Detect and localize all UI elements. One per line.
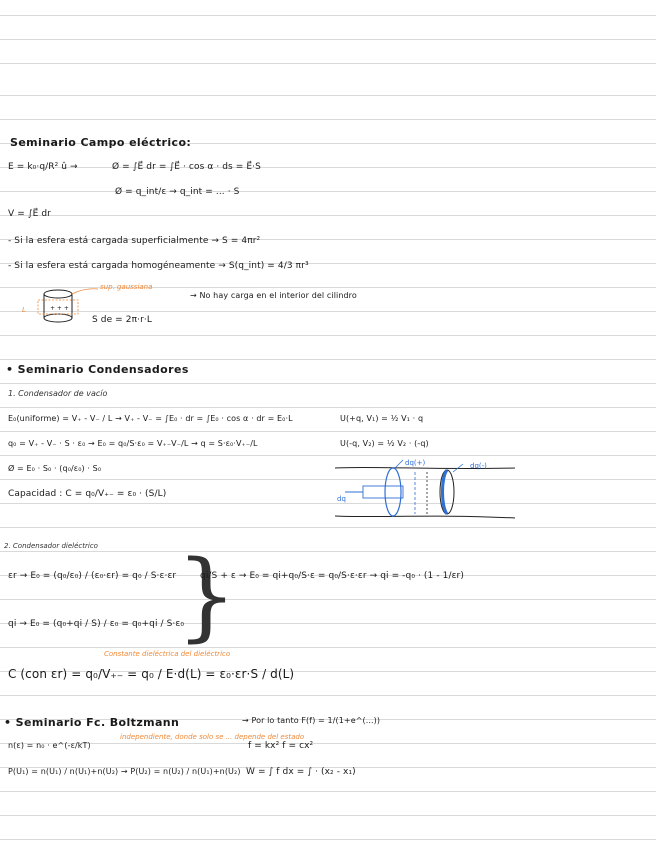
w-line: W = ∫ f dx = ∫ · (x₂ - x₁) [246,767,356,777]
campo-line-5: - Si la esfera está cargada homogéneamente → S(q_int) = 4/3 πr³ [8,261,309,271]
boltzmann-right-title: → Por lo tanto F(f) = 1/(1+e^(...)) [242,716,381,725]
campo-line-1a: E = k₀·q/R² û → [8,162,78,172]
sub-condensador-dielectrico: 2. Condensador dieléctrico [4,542,98,550]
no-carga-note: → No hay carga en el interior del cilindro [190,291,357,300]
n-epsilon-line: n(ε) = n₀ · e^(-ε/kT) [8,741,91,750]
dq-label: dq [337,495,346,503]
phi-line: Ø = E₀ · S₀ · (q₀/ε₀) · S₀ [8,464,102,473]
p-line: P(U₁) = n(U₁) / n(U₁)+n(U₂) → P(U₂) = n(U₂) / n(U₁)+n(U₂) [8,767,241,776]
energia-u2: U(-q, V₂) = ½ V₂ · (-q) [340,439,429,448]
campo-line-4: - Si la esfera está cargada superficialmente → S = 4πr² [8,236,261,246]
qi-line: qi → E₀ = (q₀+qi / S) / ε₀ = q₀+qi / S·ε₀ [8,619,185,629]
svg-text:+ + +: + + + [50,305,69,312]
section-title-campo-electrico: Seminario Campo eléctrico: [10,136,192,149]
c-con-er-line: C (con εr) = q₀/V₊₋ = q₀ / E·d(L) = ε₀·εr·S / d(L) [8,667,295,681]
section-title-condensadores: • Seminario Condensadores [6,363,189,376]
dq-minus-label: dq(-) [470,462,487,470]
e-uniforme-line: E₀(uniforme) = V₊ - V₋ / L → V₊ - V₋ = ∫E₀ · dr = ∫E₀ · cos α · dr = E₀·L [8,414,293,423]
campo-line-2: Ø = q_int/ε → q_int = ... · S [115,187,240,197]
er-line: εr → E₀ = (q₀/ε₀) / (ε₀·εr) = q₀ / S·ε·εr [8,571,177,581]
capacidad-line: Capacidad : C = q₀/V₊₋ = ε₀ · (S/L) [8,489,167,499]
f-line: f = kx² f = cx² [248,741,314,751]
campo-line-3: V = ∫E⃗ dr [8,209,51,219]
energia-u1: U(+q, V₁) = ½ V₁ · q [340,414,424,423]
orange-arrow [70,286,100,296]
sub-condensador-vacio: 1. Condensador de vacío [8,389,108,398]
section-title-boltzmann: • Seminario Fc. Boltzmann [4,716,180,729]
bracket-divider: } [176,540,238,652]
constante-dielectrica-note: Constante dieléctrica del dieléctrico [104,650,231,658]
dq-plus-label: dq(+) [405,459,426,467]
dielectrico-right-line: qi/S + ε → E₀ = qi+q₀/S·ε = q₀/S·ε·εr → qi = -q₀ · (1 - 1/εr) [200,571,464,581]
q0-line: q₀ = V₊ - V₋ · S · ε₀ → E₀ = q₀/S·ε₀ = V₊₋V₋/L → q = S·ε₀·V₊₋/L [8,439,258,448]
boltzmann-orange-note: independiente, donde solo se ... depende del estado [120,733,305,741]
capacitor-sketch [335,458,515,528]
campo-line-1b: Ø = ∫E⃗ dr = ∫E⃗ · cos α · ds = E⃗·S [112,162,261,172]
sde-formula: S de = 2π·r·L [92,315,152,325]
sup-gaussiana-note: sup. gaussiana [100,283,153,291]
cylinder-length-label: L [22,306,26,314]
